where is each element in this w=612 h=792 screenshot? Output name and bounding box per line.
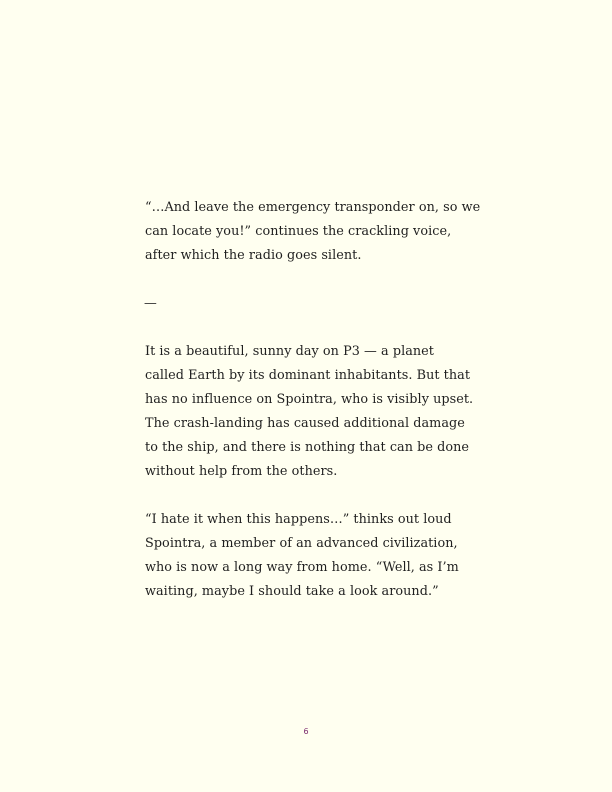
text-line: Spointra, a member of an advanced civilization, xyxy=(145,536,458,551)
text-line: can locate you!” continues the crackling voice, xyxy=(145,224,452,239)
paragraph-sunny-day xyxy=(145,340,475,484)
text-line: It is a beautiful, sunny day on P3 — a planet xyxy=(145,344,434,359)
paragraph-spointra-thoughts xyxy=(145,508,475,604)
text-line: after which the radio goes silent. xyxy=(145,248,362,263)
section-divider: — xyxy=(144,296,157,311)
page-number: 6 xyxy=(303,727,309,736)
text-line: “I hate it when this happens…” thinks out loud xyxy=(145,512,452,527)
text-line: The crash-landing has caused additional damage xyxy=(145,416,465,431)
text-line: has no influence on Spointra, who is visibly upset. xyxy=(145,392,474,407)
text-line: waiting, maybe I should take a look around.” xyxy=(145,584,439,599)
text-line: “…And leave the emergency transponder on, so we xyxy=(145,200,481,215)
paragraph-radio-message xyxy=(145,196,481,268)
text-line: without help from the others. xyxy=(145,464,338,479)
text-line: to the ship, and there is nothing that can be done xyxy=(145,440,470,455)
text-line: called Earth by its dominant inhabitants. But that xyxy=(145,368,471,383)
text-line: who is now a long way from home. “Well, as I’m xyxy=(145,560,459,575)
